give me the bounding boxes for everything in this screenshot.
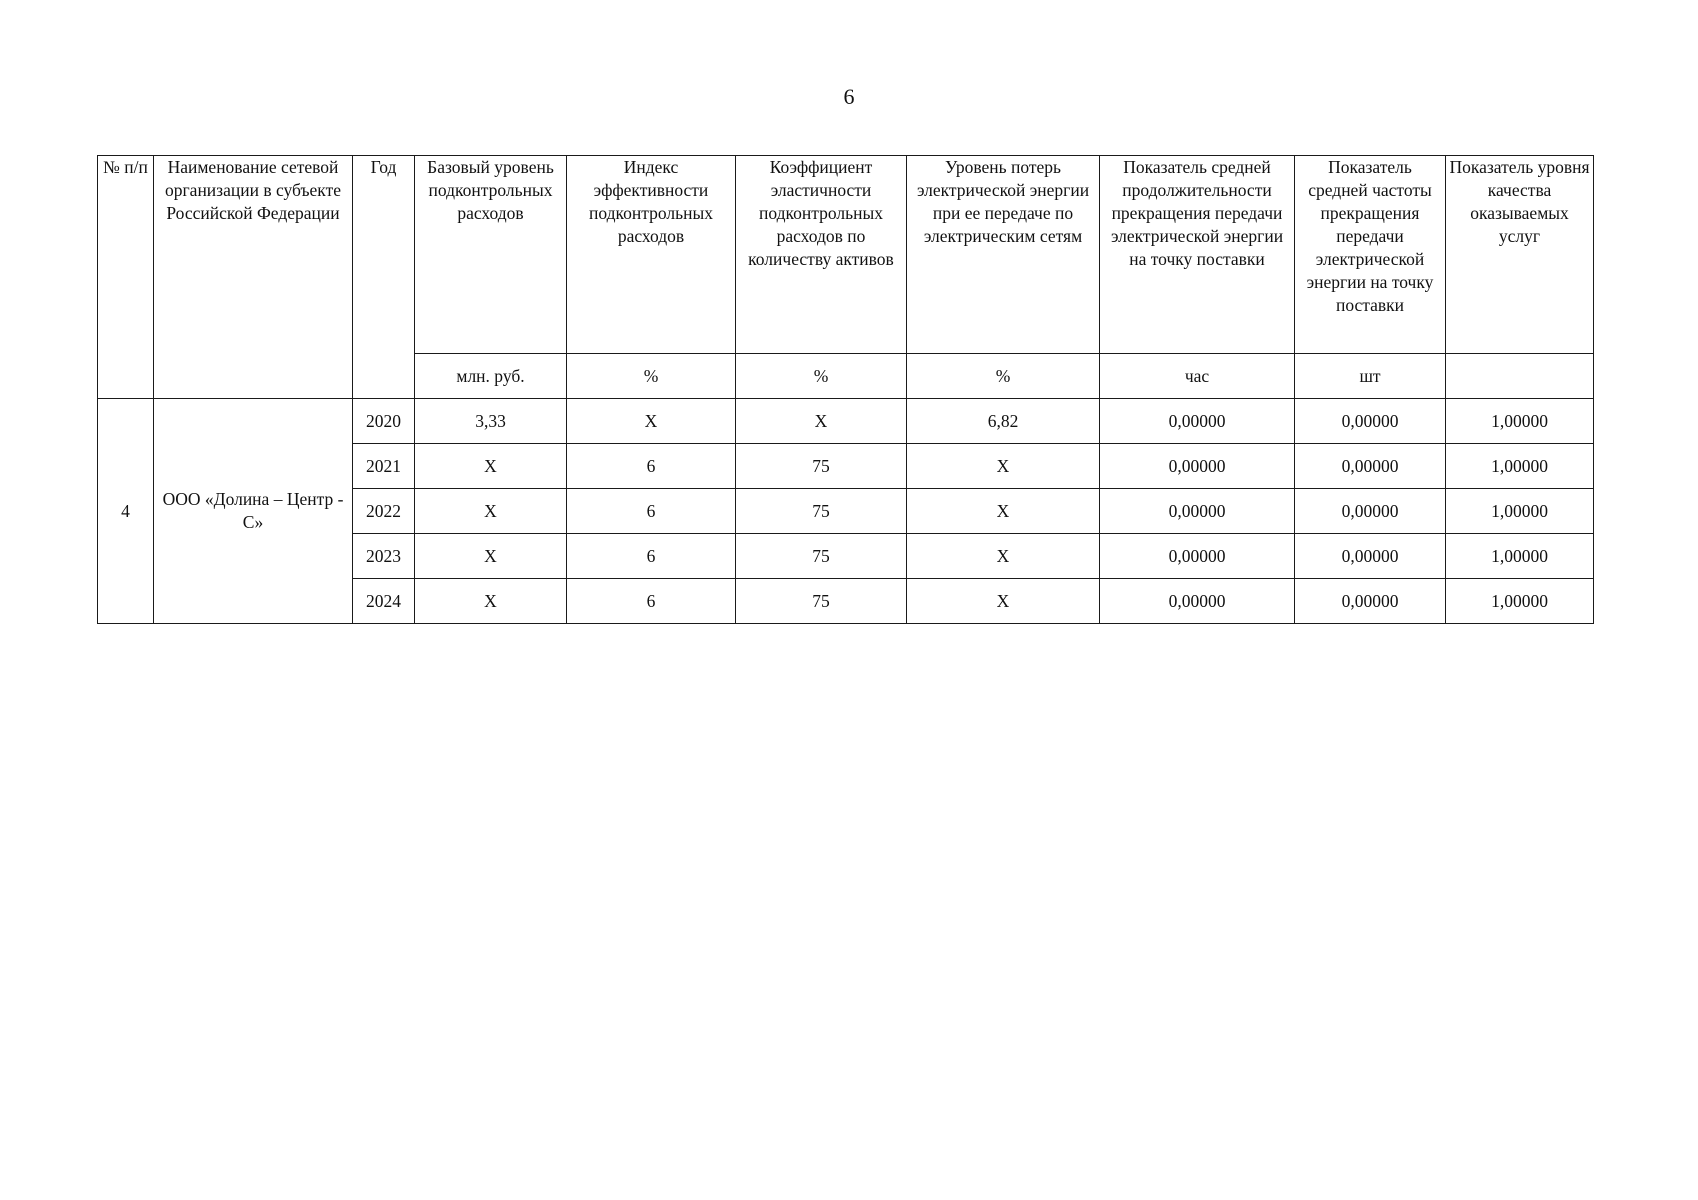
year-cell: 2020 [353,399,415,444]
value-cell: Х [907,444,1100,489]
page-number: 6 [843,84,855,109]
year-cell: 2023 [353,534,415,579]
value-cell: Х [907,534,1100,579]
value-cell: 0,00000 [1100,399,1295,444]
header-service-quality: Показатель уровня качества оказываемых услуг [1446,156,1594,354]
header-year: Год [353,156,415,399]
unit-efficiency-index: % [567,354,736,399]
value-cell: 0,00000 [1100,489,1295,534]
value-cell: 6 [567,444,736,489]
header-efficiency-index: Индекс эффективности подконтрольных расходов [567,156,736,354]
unit-energy-losses: % [907,354,1100,399]
value-cell: 0,00000 [1295,579,1446,624]
unit-elasticity-coefficient: % [736,354,907,399]
value-cell: 1,00000 [1446,444,1594,489]
unit-avg-duration: час [1100,354,1295,399]
header-energy-losses: Уровень потерь электрической энергии при ее передаче по электрическим сетям [907,156,1100,354]
value-cell: Х [415,444,567,489]
unit-avg-frequency: шт [1295,354,1446,399]
value-cell: 75 [736,579,907,624]
indicators-table [97,155,1594,624]
value-cell: 75 [736,444,907,489]
value-cell: 1,00000 [1446,489,1594,534]
value-cell: 0,00000 [1100,579,1295,624]
year-cell: 2024 [353,579,415,624]
value-cell: 6,82 [907,399,1100,444]
header-avg-duration: Показатель средней продолжительности прекращения передачи электрической энергии на точку поставки [1100,156,1295,354]
value-cell: 0,00000 [1295,444,1446,489]
value-cell: Х [736,399,907,444]
value-cell: 3,33 [415,399,567,444]
value-cell: Х [415,579,567,624]
year-cell: 2022 [353,489,415,534]
unit-base-costs: млн. руб. [415,354,567,399]
value-cell: Х [415,534,567,579]
value-cell: Х [567,399,736,444]
header-organization: Наименование сетевой организации в субъекте Российской Федерации [154,156,353,399]
value-cell: 0,00000 [1100,444,1295,489]
header-elasticity-coefficient: Коэффициент эластичности подконтрольных расходов по количеству активов [736,156,907,354]
header-row [98,156,1594,354]
value-cell: 1,00000 [1446,399,1594,444]
value-cell: 0,00000 [1295,534,1446,579]
value-cell: Х [415,489,567,534]
header-avg-frequency: Показатель средней частоты прекращения передачи электрической энергии на точку поставки [1295,156,1446,354]
value-cell: 0,00000 [1295,489,1446,534]
org-number: 4 [98,399,154,624]
value-cell: 1,00000 [1446,579,1594,624]
unit-service-quality [1446,354,1594,399]
value-cell: 0,00000 [1295,399,1446,444]
header-base-costs: Базовый уровень подконтрольных расходов [415,156,567,354]
header-number: № п/п [98,156,154,399]
value-cell: 6 [567,489,736,534]
value-cell: 1,00000 [1446,534,1594,579]
value-cell: 75 [736,489,907,534]
org-name: ООО «Долина – Центр - С» [154,399,353,624]
value-cell: 6 [567,579,736,624]
value-cell: 6 [567,534,736,579]
year-cell: 2021 [353,444,415,489]
table-row [98,399,1594,444]
value-cell: 0,00000 [1100,534,1295,579]
value-cell: Х [907,489,1100,534]
value-cell: 75 [736,534,907,579]
value-cell: Х [907,579,1100,624]
